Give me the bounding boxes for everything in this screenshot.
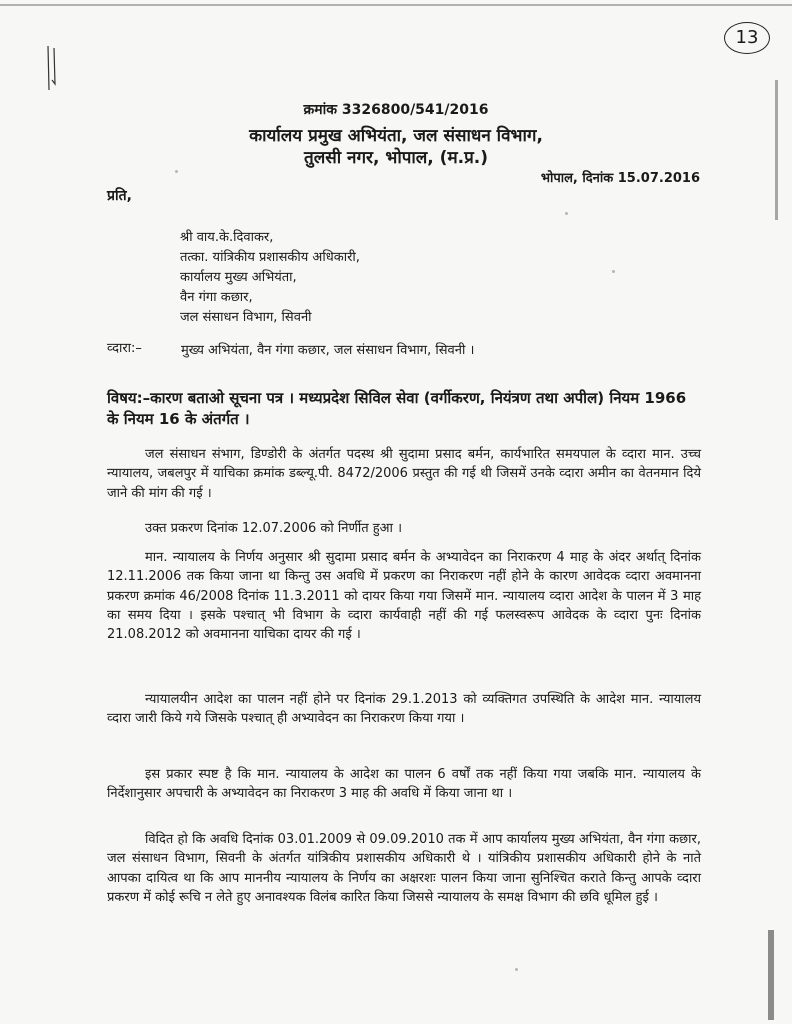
office-address: तुलसी नगर, भोपाल, (म.प्र.) (304, 148, 488, 168)
body-paragraph: इस प्रकार स्पष्ट है कि मान. न्यायालय के आदेश का पालन 6 वर्षों तक नहीं किया गया जबकि मान. न्यायालय के निर्देशानुसार अपचारी के अभ्यावेदन का निराकरण 3 माह की अवधि में किया जाना था । (107, 767, 701, 802)
page-number: 13 (724, 22, 770, 54)
scan-edge-mark (768, 930, 774, 1020)
body-paragraph: विदित हो कि अवधि दिनांक 03.01.2009 से 09.09.2010 तक में आप कार्यालय मुख्य अभियंता, वैन गंगा कछार, जल संसाधन विभाग, सिवनी के अंतर्गत यांत्रिकीय प्रशासकीय अधिकारी थे । यांत्रिकीय प्रशासकीय अधिकारी होने के नाते आपका दायित्व था कि आप माननीय न्यायालय के निर्णय का अक्षरशः पालन किया जाना सुनिश्चित कराते किन्तु आपके व्दारा प्रकरण में कोई रूचि न लेते हुए अनावश्यक विलंब कारित किया जिससे न्यायालय के समक्ष विभाग की छवि धूमिल हुई । (107, 832, 701, 905)
date-line: भोपाल, दिनांक 15.07.2016 (540, 171, 700, 186)
scan-speck (612, 270, 615, 273)
body-paragraph: मान. न्यायालय के निर्णय अनुसार श्री सुदामा प्रसाद बर्मन के अभ्यावेदन का निराकरण 4 माह के अंदर अर्थात् दिनांक 12.11.2006 तक किया जाना था किन्तु उस अवधि में प्रकरण का निराकरण नहीं होने के कारण आवेदक व्दारा अवमानना प्रकरण क्रमांक 46/2008 दिनांक 11.3.2011 को दायर किया गया जिसमें मान. न्यायालय व्दारा आदेश के पालन में 3 माह का समय दिया । इसके पश्चात् भी विभाग के व्दारा कार्यवाही नहीं की गई फलस्वरूप आवेदक के व्दारा पुनः दिनांक 21.08.2012 को अवमानना याचिका दायर की गई । (107, 550, 701, 643)
to-label: प्रति, (107, 188, 132, 204)
scan-speck (565, 212, 568, 215)
body-paragraph: न्यायालयीन आदेश का पालन नहीं होने पर दिनांक 29.1.2013 को व्यक्तिगत उपस्थिति के आदेश मान. न्यायालय व्दारा जारी किये गये जिसके पश्चात् ही अभ्यावेदन का निराकरण किया गया । (107, 692, 701, 727)
addressee-line: श्री वाय.के.दिवाकर, (180, 230, 274, 245)
pencil-mark-icon (44, 44, 60, 94)
addressee-line: वैन गंगा कछार, (180, 290, 253, 305)
through-text: मुख्य अभियंता, वैन गंगा कछार, जल संसाधन विभाग, सिवनी । (181, 343, 475, 358)
subject-line: विषय:–कारण बताओ सूचना पत्र । मध्यप्रदेश सिविल सेवा (वर्गीकरण, नियंत्रण तथा अपील) नियम 1966 के नियम 16 के अंतर्गत । (107, 389, 687, 428)
addressee-line: तत्का. यांत्रिकीय प्रशासकीय अधिकारी, (180, 250, 360, 265)
addressee-block (180, 228, 360, 328)
through-label: व्दारा:– (107, 341, 142, 356)
scan-border (0, 4, 792, 6)
addressee-line: जल संसाधन विभाग, सिवनी (180, 310, 312, 325)
scan-edge-mark (775, 80, 778, 220)
body-paragraph: उक्त प्रकरण दिनांक 12.07.2006 को निर्णीत हुआ । (145, 521, 403, 536)
scan-speck (175, 170, 178, 173)
body-paragraph: जल संसाधन संभाग, डिण्डोरी के अंतर्गत पदस्थ श्री सुदामा प्रसाद बर्मन, कार्यभारित समयपाल के व्दारा मान. उच्च न्यायालय, जबलपुर में याचिका क्रमांक डब्ल्यू.पी. 8472/2006 प्रस्तुत की गई थी जिसमें उनके व्दारा अमीन का वेतनमान दिये जाने की मांग की गई । (107, 447, 701, 501)
office-name: कार्यालय प्रमुख अभियंता, जल संसाधन विभाग, (249, 126, 543, 146)
scan-speck (515, 968, 518, 971)
reference-number: क्रमांक 3326800/541/2016 (303, 102, 489, 118)
addressee-line: कार्यालय मुख्य अभियंता, (180, 270, 297, 285)
